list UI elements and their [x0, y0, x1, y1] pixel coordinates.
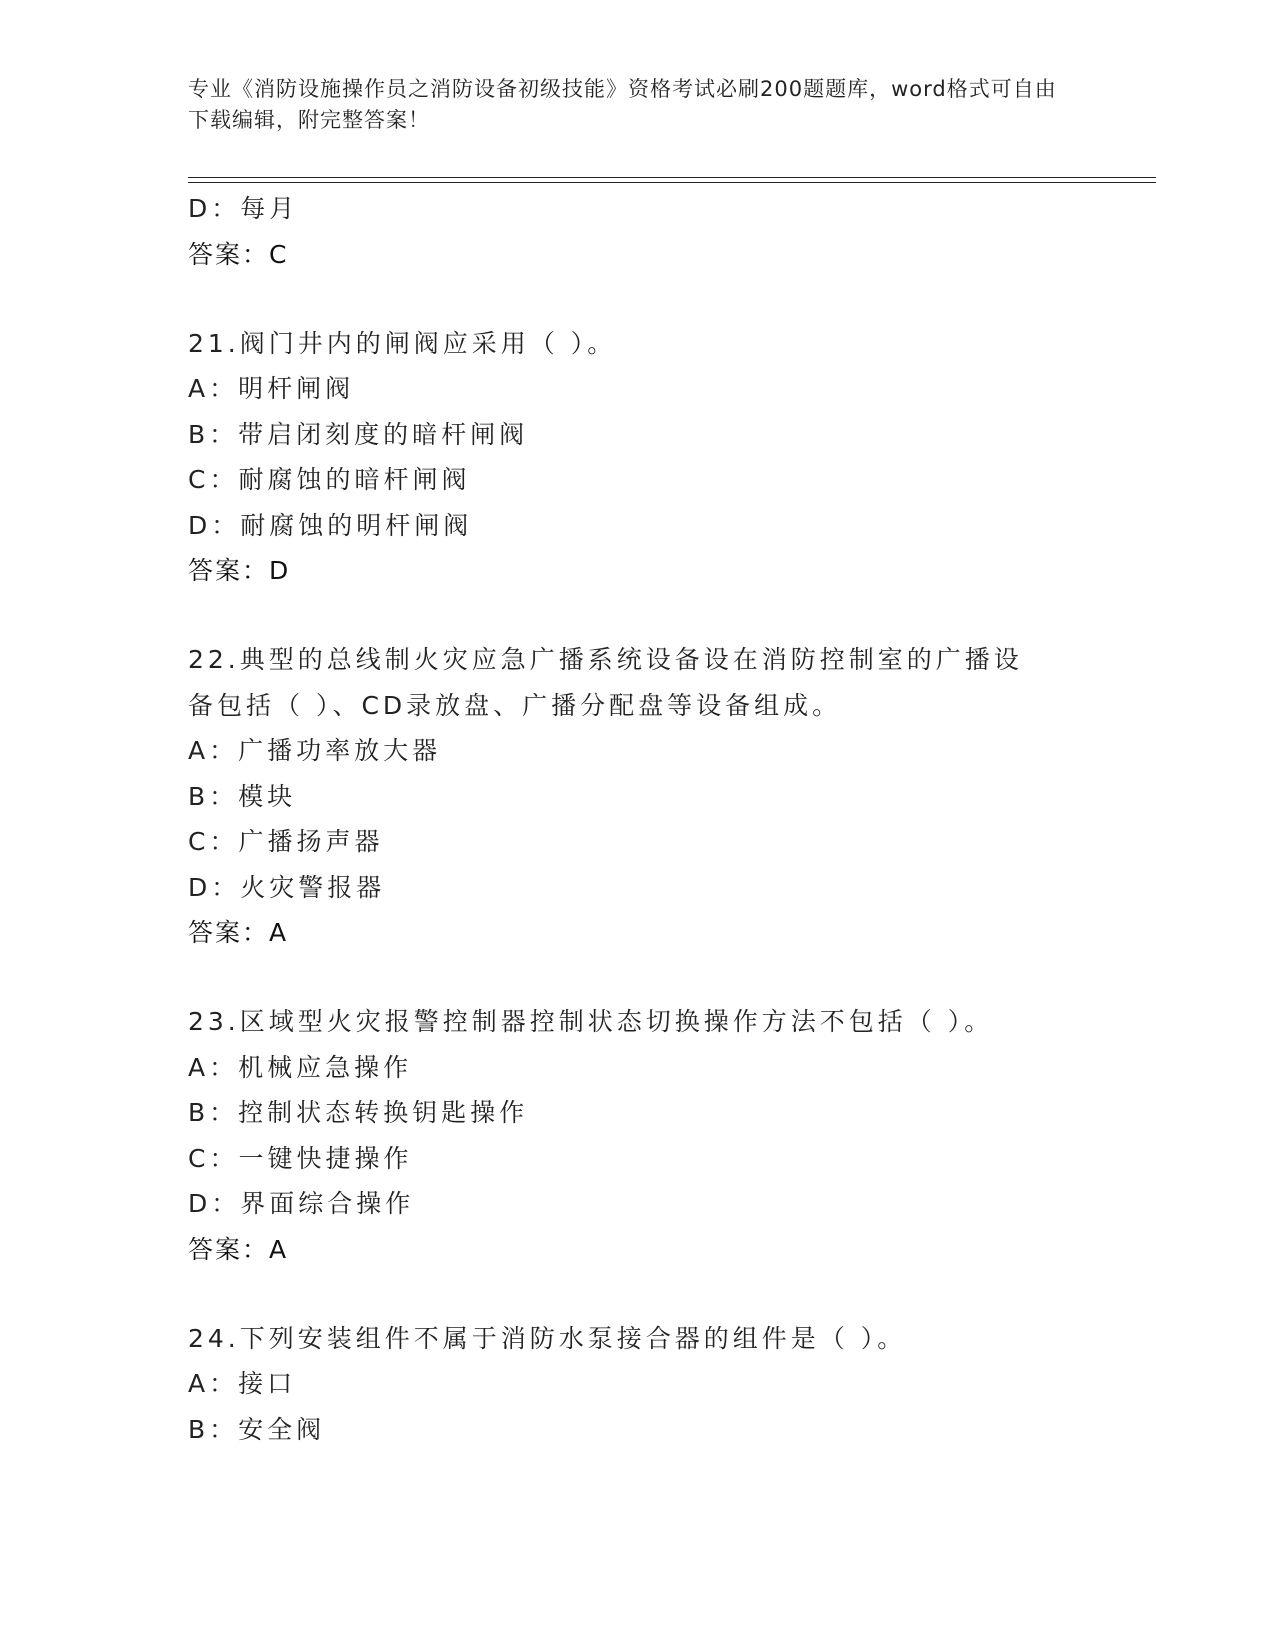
question-stem: 21.阀门井内的闸阀应采用（ ）。	[188, 328, 617, 358]
document-body	[188, 186, 1088, 1452]
option-a: A：机械应急操作	[188, 1052, 413, 1082]
option-d: D：耐腐蚀的明杆闸阀	[188, 510, 473, 540]
option-b: B：带启闭刻度的暗杆闸阀	[188, 419, 529, 449]
question-22	[188, 637, 1088, 956]
answer: 答案：D	[188, 556, 291, 585]
option-a: A：明杆闸阀	[188, 374, 355, 403]
question-23	[188, 999, 1088, 1273]
question-stem: 23.区域型火灾报警控制器控制状态切换操作方法不包括（ ）。	[188, 1007, 994, 1036]
option-c: C：一键快捷操作	[188, 1143, 413, 1173]
option-b: B：控制状态转换钥匙操作	[188, 1098, 529, 1127]
question-stem: 24.下列安装组件不属于消防水泵接合器的组件是（ ）。	[188, 1323, 907, 1353]
spacer	[188, 278, 1088, 321]
question-24	[188, 1316, 1088, 1453]
spacer	[188, 594, 1088, 637]
option-d: D：火灾警报器	[188, 872, 386, 902]
option-c: C：广播扬声器	[188, 827, 384, 856]
answer: 答案：A	[188, 1234, 289, 1264]
header-rule-bottom	[188, 182, 1156, 183]
option-b: B：安全阀	[188, 1414, 326, 1444]
question-21	[188, 321, 1088, 595]
option-b: B：模块	[188, 781, 297, 811]
prev-option-d: D：每月	[188, 194, 299, 223]
spacer	[188, 1273, 1088, 1316]
prev-answer: 答案：C	[188, 239, 289, 269]
option-d: D：界面综合操作	[188, 1189, 415, 1218]
header-rule-top	[188, 177, 1156, 178]
answer: 答案：A	[188, 918, 289, 947]
option-c: C：耐腐蚀的暗杆闸阀	[188, 465, 471, 494]
option-a: A：接口	[188, 1369, 297, 1398]
spacer	[188, 956, 1088, 999]
option-a: A：广播功率放大器	[188, 736, 442, 765]
document-header: 专业《消防设施操作员之消防设备初级技能》资格考试必刷200题题库，word格式可自由下载编辑，附完整答案！	[188, 77, 1057, 132]
question-stem: 22.典型的总线制火灾应急广播系统设备设在消防控制室的广播设备包括（ ）、CD录放盘、广播分配盘等设备组成。	[188, 645, 1023, 720]
